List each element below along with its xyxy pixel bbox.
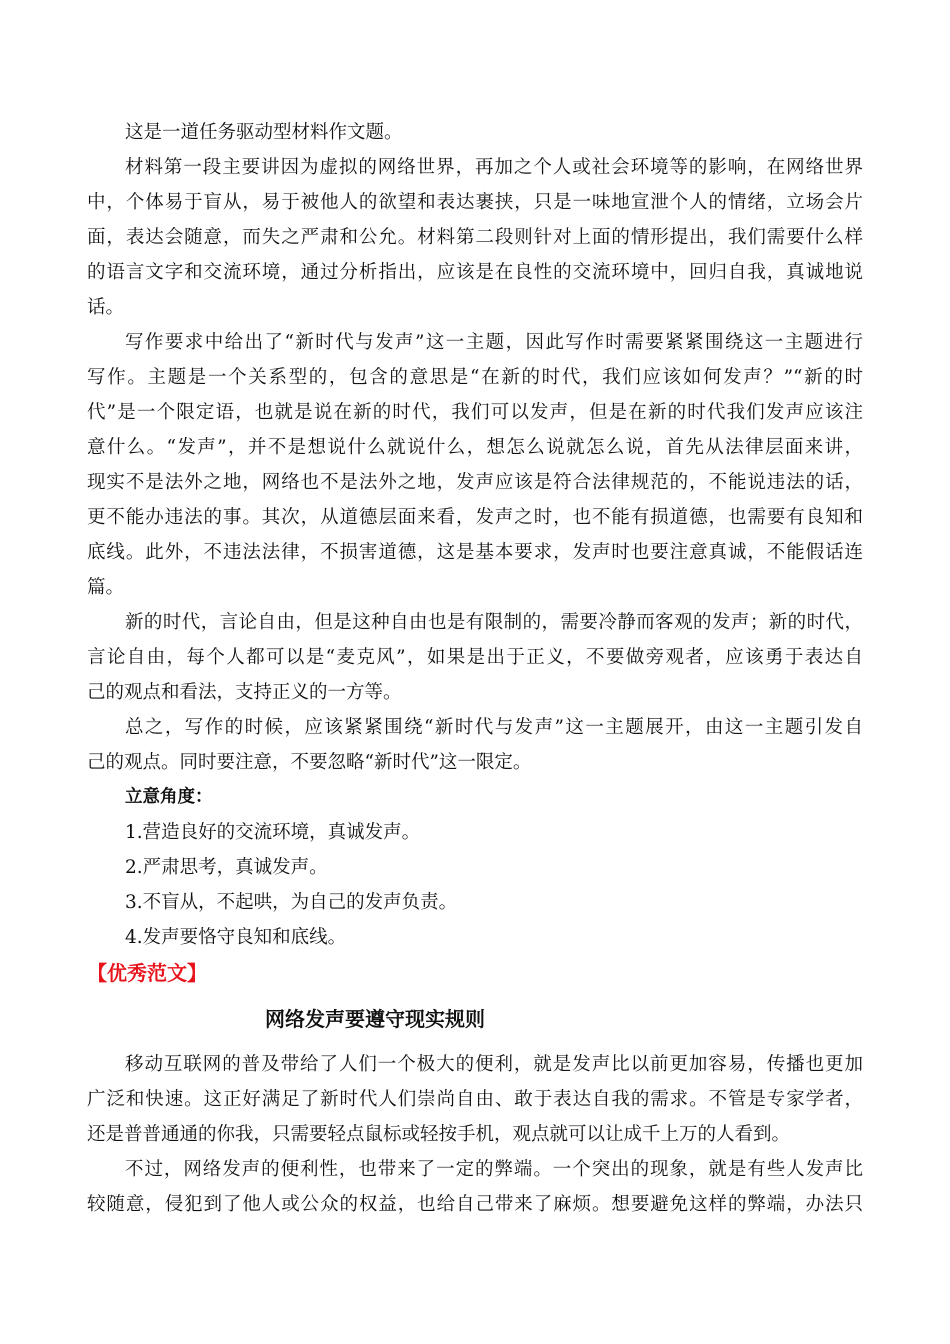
list-item: 1.营造良好的交流环境，真诚发声。 <box>125 822 421 843</box>
text-line: 广泛和快速。这正好满足了新时代人们崇尚自由、敢于表达自我的需求。不管是专家学者， <box>87 1089 863 1110</box>
text-line: 写作。主题是一个关系型的，包含的意思是“在新的时代，我们应该如何发声？”“新的时 <box>87 367 863 388</box>
text-line: 中，个体易于盲从，易于被他人的欲望和表达裹挟，只是一味地宣泄个人的情绪，立场会片 <box>87 192 863 213</box>
angle-list <box>87 815 863 955</box>
paragraph-intro <box>87 115 863 150</box>
text-line: 总之，写作的时候，应该紧紧围绕“新时代与发声”这一主题展开，由这一主题引发自 <box>125 717 863 738</box>
text-line: 写作要求中给出了“新时代与发声”这一主题，因此写作时需要紧紧围绕这一主题进行 <box>125 332 863 353</box>
text-line: 己的观点和看法，支持正义的一方等。 <box>87 682 402 703</box>
text-line: 现实不是法外之地，网络也不是法外之地，发声应该是符合法律规范的，不能说违法的话， <box>87 472 863 493</box>
paragraph-writing-requirement <box>87 325 863 605</box>
text-line: 言论自由，每个人都可以是“麦克风”，如果是出于正义，不要做旁观者，应该勇于表达自 <box>87 647 863 668</box>
essay-paragraph <box>87 1152 863 1222</box>
paragraph-material-analysis <box>87 150 863 325</box>
paragraph-new-era <box>87 605 863 710</box>
text-line: 话。 <box>87 297 125 318</box>
text-line: 面，表达会随意，而失之严肃和公允。材料第二段则针对上面的情形提出，我们需要什么样 <box>87 227 863 248</box>
text-line: 较随意，侵犯到了他人或公众的权益，也给自己带来了麻烦。想要避免这样的弊端，办法只 <box>87 1194 863 1215</box>
text-line: 材料第一段主要讲因为虚拟的网络世界，再加之个人或社会环境等的影响，在网络世界 <box>125 157 863 178</box>
section-label: 【优秀范文】 <box>87 961 207 985</box>
text-line: 代”是一个限定语，也就是说在新的时代，我们可以发声，但是在新的时代我们发声应该注 <box>87 402 863 423</box>
angle-heading: 立意角度： <box>125 787 213 807</box>
paragraph-summary <box>87 710 863 780</box>
document-page <box>87 115 863 1222</box>
text-line: 篇。 <box>87 577 125 598</box>
list-item: 3.不盲从，不起哄，为自己的发声负责。 <box>125 892 458 913</box>
text-line: 新的时代，言论自由，但是这种自由也是有限制的，需要冷静而客观的发声；新的时代， <box>125 612 863 633</box>
text-line: 还是普普通通的你我，只需要轻点鼠标或轻按手机，观点就可以让成千上万的人看到。 <box>87 1124 791 1145</box>
list-item: 4.发声要恪守良知和底线。 <box>125 927 347 948</box>
text-line: 更不能办违法的事。其次，从道德层面来看，发声之时，也不能有损道德，也需要有良知和 <box>87 507 863 528</box>
essay-title: 网络发声要遵守现实规则 <box>265 1007 485 1031</box>
text-line: 的语言文字和交流环境，通过分析指出，应该是在良性的交流环境中，回归自我，真诚地说 <box>87 262 863 283</box>
text-line: 意什么。“发声”，并不是想说什么就说什么，想怎么说就怎么说，首先从法律层面来讲， <box>87 437 863 458</box>
text-line: 己的观点。同时要注意，不要忽略“新时代”这一限定。 <box>87 752 532 773</box>
essay-paragraph <box>87 1047 863 1152</box>
text-line: 不过，网络发声的便利性，也带来了一定的弊端。一个突出的现象，就是有些人发声比 <box>125 1159 863 1180</box>
text-line: 这是一道任务驱动型材料作文题。 <box>125 122 403 143</box>
list-item: 2.严肃思考，真诚发声。 <box>125 857 328 878</box>
text-line: 移动互联网的普及带给了人们一个极大的便利，就是发声比以前更加容易，传播也更加 <box>125 1054 863 1075</box>
text-line: 底线。此外，不违法法律，不损害道德，这是基本要求，发声时也要注意真诚，不能假话连 <box>87 542 863 563</box>
